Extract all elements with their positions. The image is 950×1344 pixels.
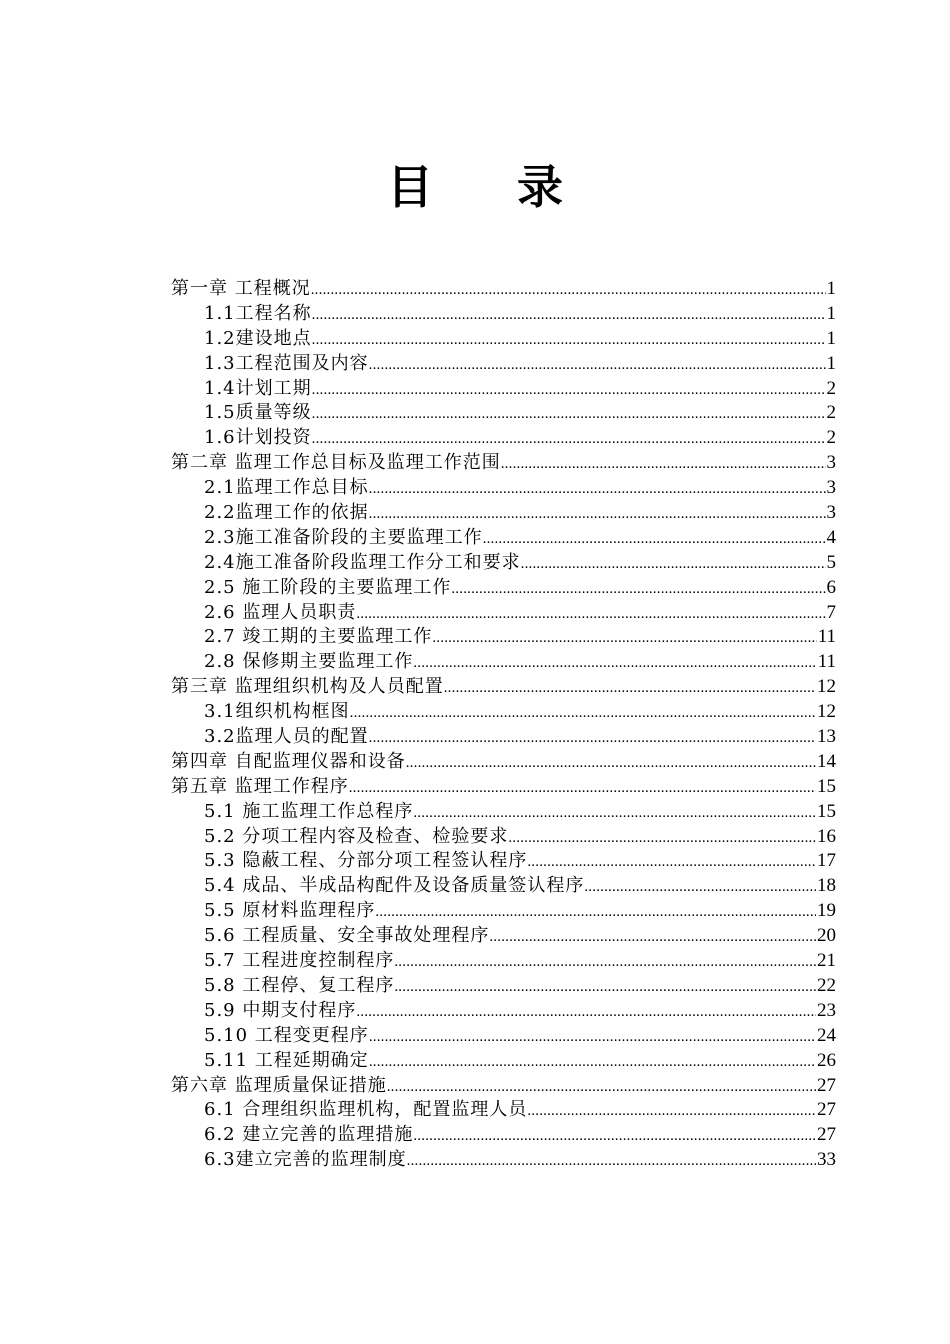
toc-entry-label: 6.3建立完善的监理制度: [204, 1149, 407, 1171]
toc-page-number: 11: [817, 626, 836, 648]
toc-page-number: 6: [826, 576, 836, 598]
toc-section-entry[interactable]: [171, 1120, 836, 1145]
toc-page-number: 33: [817, 1149, 836, 1171]
toc-section-entry[interactable]: [171, 423, 836, 448]
toc-chapter-entry[interactable]: [171, 1071, 836, 1096]
toc-entry-label: 第五章 监理工作程序: [171, 775, 349, 797]
toc-section-entry[interactable]: [171, 622, 836, 647]
toc-leader-dots: [369, 1029, 816, 1046]
toc-leader-dots: [311, 282, 826, 299]
toc-leader-dots: [413, 1128, 816, 1145]
toc-chapter-entry[interactable]: [171, 747, 836, 772]
toc-page-number: 24: [817, 1024, 836, 1046]
toc-section-entry[interactable]: [171, 1046, 836, 1071]
toc-entry-label: 5.8 工程停、复工程序: [204, 974, 395, 996]
toc-page-number: 3: [826, 452, 836, 474]
toc-section-entry[interactable]: [171, 871, 836, 896]
toc-leader-dots: [312, 431, 826, 448]
toc-entry-label: 5.5 原材料监理程序: [204, 900, 376, 922]
toc-section-entry[interactable]: [171, 971, 836, 996]
toc-page-number: 18: [817, 875, 836, 897]
toc-leader-dots: [584, 879, 816, 896]
toc-section-entry[interactable]: [171, 946, 836, 971]
toc-page-number: 15: [817, 775, 836, 797]
toc-section-entry[interactable]: [171, 846, 836, 871]
toc-entry-label: 5.3 隐蔽工程、分部分项工程签认程序: [204, 850, 528, 872]
toc-page-number: 1: [826, 302, 836, 324]
toc-entry-label: 2.1监理工作总目标: [204, 477, 369, 499]
toc-section-entry[interactable]: [171, 299, 836, 324]
toc-leader-dots: [527, 854, 816, 871]
toc-leader-dots: [407, 1153, 816, 1170]
toc-page-number: 17: [817, 850, 836, 872]
toc-page-number: 3: [826, 502, 836, 524]
toc-leader-dots: [444, 680, 816, 697]
toc-leader-dots: [369, 481, 826, 498]
toc-entry-label: 2.7 竣工期的主要监理工作: [204, 626, 433, 648]
toc-entry-label: 第一章 工程概况: [171, 278, 311, 299]
toc-leader-dots: [413, 805, 816, 822]
toc-entry-label: 1.6计划投资: [204, 427, 312, 449]
toc-entry-label: 5.2 分项工程内容及检查、检验要求: [204, 825, 509, 847]
toc-entry-label: 5.4 成品、半成品构配件及设备质量签认程序: [204, 875, 585, 897]
toc-section-entry[interactable]: [171, 349, 836, 374]
toc-section-entry[interactable]: [171, 822, 836, 847]
toc-leader-dots: [508, 830, 816, 847]
toc-page-number: 1: [826, 327, 836, 349]
toc-chapter-entry[interactable]: [171, 772, 836, 797]
toc-entry-label: 1.1工程名称: [204, 302, 312, 324]
table-of-contents: [171, 274, 836, 1170]
toc-entry-label: 2.5 施工阶段的主要监理工作: [204, 576, 452, 598]
toc-page-number: 27: [817, 1124, 836, 1146]
toc-leader-dots: [375, 904, 816, 921]
toc-page-number: 14: [817, 750, 836, 772]
toc-page-number: 4: [826, 526, 836, 548]
toc-page-number: 23: [817, 999, 836, 1021]
toc-section-entry[interactable]: [171, 374, 836, 399]
toc-page-number: 21: [817, 950, 836, 972]
toc-chapter-entry[interactable]: [171, 672, 836, 697]
toc-entry-label: 6.2 建立完善的监理措施: [204, 1124, 414, 1146]
toc-entry-label: 1.4计划工期: [204, 377, 312, 399]
toc-entry-label: 5.7 工程进度控制程序: [204, 950, 395, 972]
toc-section-entry[interactable]: [171, 697, 836, 722]
toc-leader-dots: [432, 630, 816, 647]
toc-entry-label: 5.11 工程延期确定: [204, 1049, 369, 1071]
toc-page-number: 22: [817, 974, 836, 996]
toc-section-entry[interactable]: [171, 324, 836, 349]
toc-entry-label: 2.2监理工作的依据: [204, 502, 369, 524]
toc-leader-dots: [413, 655, 816, 672]
toc-entry-label: 2.4施工准备阶段监理工作分工和要求: [204, 551, 521, 573]
toc-chapter-entry[interactable]: [171, 274, 836, 299]
toc-section-entry[interactable]: [171, 398, 836, 423]
toc-entry-label: 5.10 工程变更程序: [204, 1024, 369, 1046]
toc-leader-dots: [356, 1004, 816, 1021]
toc-entry-label: 1.3工程范围及内容: [204, 352, 369, 374]
toc-leader-dots: [406, 755, 816, 772]
toc-section-entry[interactable]: [171, 523, 836, 548]
toc-page-number: 27: [817, 1099, 836, 1121]
toc-leader-dots: [521, 556, 826, 573]
toc-entry-label: 1.2建设地点: [204, 327, 312, 349]
toc-entry-label: 3.2监理人员的配置: [204, 726, 369, 748]
toc-section-entry[interactable]: [171, 797, 836, 822]
toc-leader-dots: [489, 929, 816, 946]
toc-section-entry[interactable]: [171, 1021, 836, 1046]
toc-section-entry[interactable]: [171, 1145, 836, 1170]
toc-entry-label: 第二章 监理工作总目标及监理工作范围: [171, 452, 501, 474]
toc-page-number: 2: [826, 427, 836, 449]
toc-page-number: 1: [826, 352, 836, 374]
toc-page-number: 2: [826, 377, 836, 399]
toc-section-entry[interactable]: [171, 473, 836, 498]
toc-leader-dots: [369, 357, 826, 374]
toc-chapter-entry[interactable]: [171, 448, 836, 473]
toc-leader-dots: [350, 705, 816, 722]
toc-leader-dots: [349, 780, 816, 797]
toc-section-entry[interactable]: [171, 548, 836, 573]
toc-leader-dots: [527, 1103, 816, 1120]
toc-entry-label: 2.3施工准备阶段的主要监理工作: [204, 526, 483, 548]
toc-entry-label: 5.1 施工监理工作总程序: [204, 800, 414, 822]
toc-section-entry[interactable]: [171, 598, 836, 623]
toc-page-number: 11: [817, 651, 836, 673]
toc-leader-dots: [501, 456, 826, 473]
toc-page-number: 20: [817, 925, 836, 947]
toc-entry-label: 1.5质量等级: [204, 402, 312, 424]
toc-entry-label: 2.6 监理人员职责: [204, 601, 357, 623]
toc-page-number: 16: [817, 825, 836, 847]
toc-leader-dots: [369, 730, 816, 747]
toc-leader-dots: [394, 979, 816, 996]
page-title: 目 录: [386, 160, 597, 214]
toc-leader-dots: [312, 307, 826, 324]
toc-page-number: 3: [826, 477, 836, 499]
toc-section-entry[interactable]: [171, 896, 836, 921]
toc-leader-dots: [394, 954, 816, 971]
toc-page-number: 5: [826, 551, 836, 573]
toc-page-number: 26: [817, 1049, 836, 1071]
toc-leader-dots: [387, 1079, 816, 1096]
toc-page-number: 2: [826, 402, 836, 424]
toc-leader-dots: [312, 382, 826, 399]
toc-entry-label: 第四章 自配监理仪器和设备: [171, 750, 406, 772]
toc-page-number: 7: [826, 601, 836, 623]
toc-entry-label: 3.1组织机构框图: [204, 701, 350, 723]
toc-page-number: 27: [817, 1074, 836, 1096]
toc-leader-dots: [356, 606, 825, 623]
toc-section-entry[interactable]: [171, 573, 836, 598]
toc-entry-label: 第六章 监理质量保证措施: [171, 1074, 387, 1096]
toc-page-number: 1: [826, 278, 836, 299]
toc-entry-label: 第三章 监理组织机构及人员配置: [171, 676, 444, 698]
toc-page-number: 13: [817, 726, 836, 748]
toc-page-number: 19: [817, 900, 836, 922]
toc-leader-dots: [312, 332, 826, 349]
toc-section-entry[interactable]: [171, 921, 836, 946]
toc-page-number: 15: [817, 800, 836, 822]
toc-page-number: 12: [817, 701, 836, 723]
toc-leader-dots: [369, 506, 826, 523]
toc-entry-label: 6.1 合理组织监理机构，配置监理人员: [204, 1099, 528, 1121]
toc-entry-label: 2.8 保修期主要监理工作: [204, 651, 414, 673]
toc-section-entry[interactable]: [171, 647, 836, 672]
toc-leader-dots: [451, 581, 825, 598]
toc-entry-label: 5.9 中期支付程序: [204, 999, 357, 1021]
toc-section-entry[interactable]: [171, 1095, 836, 1120]
toc-entry-label: 5.6 工程质量、安全事故处理程序: [204, 925, 490, 947]
toc-leader-dots: [369, 1054, 816, 1071]
toc-leader-dots: [483, 531, 826, 548]
toc-page-number: 12: [817, 676, 836, 698]
toc-section-entry[interactable]: [171, 996, 836, 1021]
toc-section-entry[interactable]: [171, 722, 836, 747]
toc-leader-dots: [312, 406, 826, 423]
toc-section-entry[interactable]: [171, 498, 836, 523]
